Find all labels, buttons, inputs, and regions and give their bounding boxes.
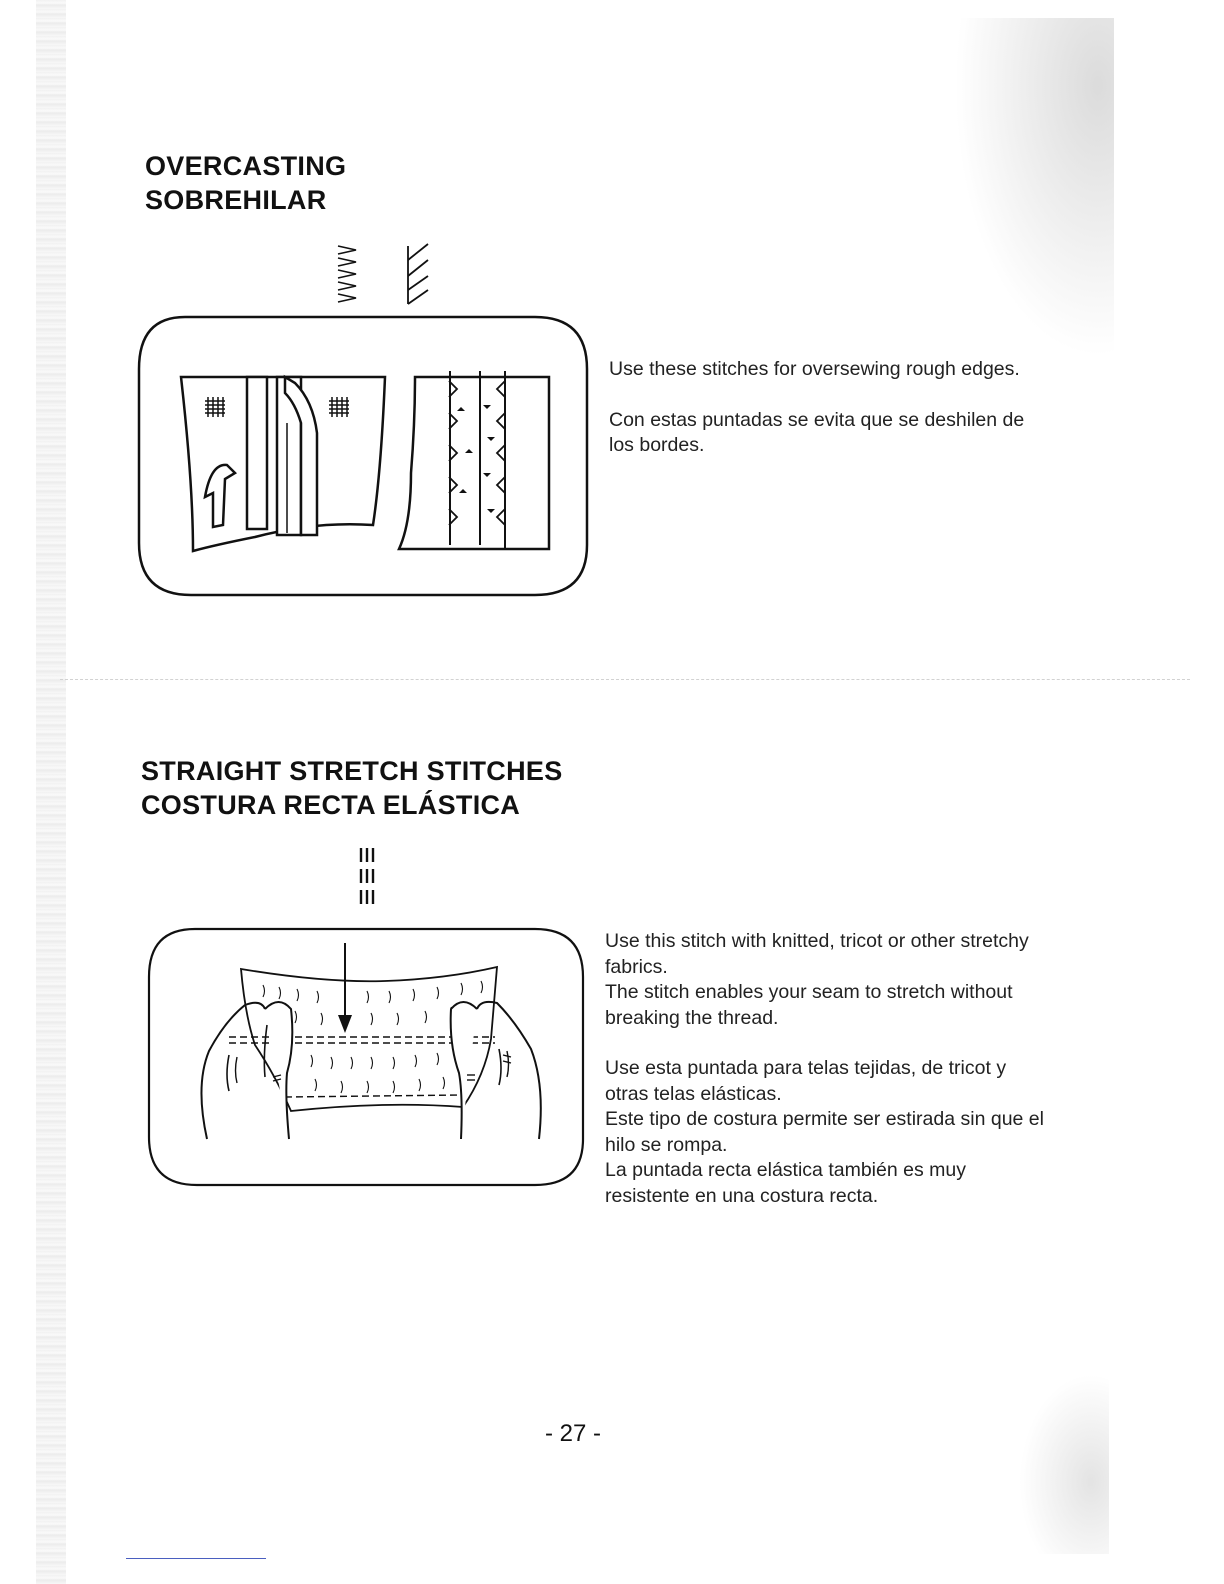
- section-title-stretch: [141, 754, 563, 822]
- title-english: STRAIGHT STRETCH STITCHES: [141, 756, 563, 786]
- overcast-hook-icon: [398, 240, 438, 310]
- description-spanish-2: Este tipo de costura permite ser estirada sin que el hilo se rompa.: [605, 1108, 1044, 1156]
- spacer: [605, 1031, 1045, 1056]
- title-english: OVERCASTING: [145, 151, 347, 181]
- section-title-overcasting: [145, 149, 346, 217]
- stretch-description: [605, 929, 1045, 1209]
- overcast-zigzag-icon: [330, 240, 370, 310]
- title-spanish: SOBREHILAR: [145, 185, 327, 215]
- description-spanish-1: Use esta puntada para telas tejidas, de tricot y otras telas elásticas.: [605, 1057, 1007, 1105]
- description-english-1: Use this stitch with knitted, tricot or other stretchy fabrics.: [605, 930, 1029, 978]
- description-english-2: The stitch enables your seam to stretch without breaking the thread.: [605, 981, 1013, 1029]
- description-spanish: Con estas puntadas se evita que se deshilen de los bordes.: [609, 408, 1025, 456]
- overcasting-presser-foot-illustration: [135, 313, 591, 599]
- triple-straight-stitch-icon: [356, 846, 380, 908]
- scan-edge: [36, 0, 66, 1584]
- overcasting-description: [609, 357, 1039, 459]
- title-spanish: COSTURA RECTA ELÁSTICA: [141, 790, 521, 820]
- description-english: Use these stitches for oversewing rough edges.: [609, 358, 1020, 380]
- spacer: [609, 383, 1039, 408]
- section-divider: [60, 679, 1190, 680]
- scan-shadow: [954, 18, 1114, 358]
- page-number: - 27 -: [545, 1420, 602, 1447]
- bottom-rule: [126, 1558, 266, 1559]
- hands-stretching-fabric-illustration: [145, 925, 587, 1189]
- scan-shadow: [1019, 1374, 1109, 1554]
- description-spanish-3: La puntada recta elástica también es muy resistente en una costura recta.: [605, 1159, 966, 1207]
